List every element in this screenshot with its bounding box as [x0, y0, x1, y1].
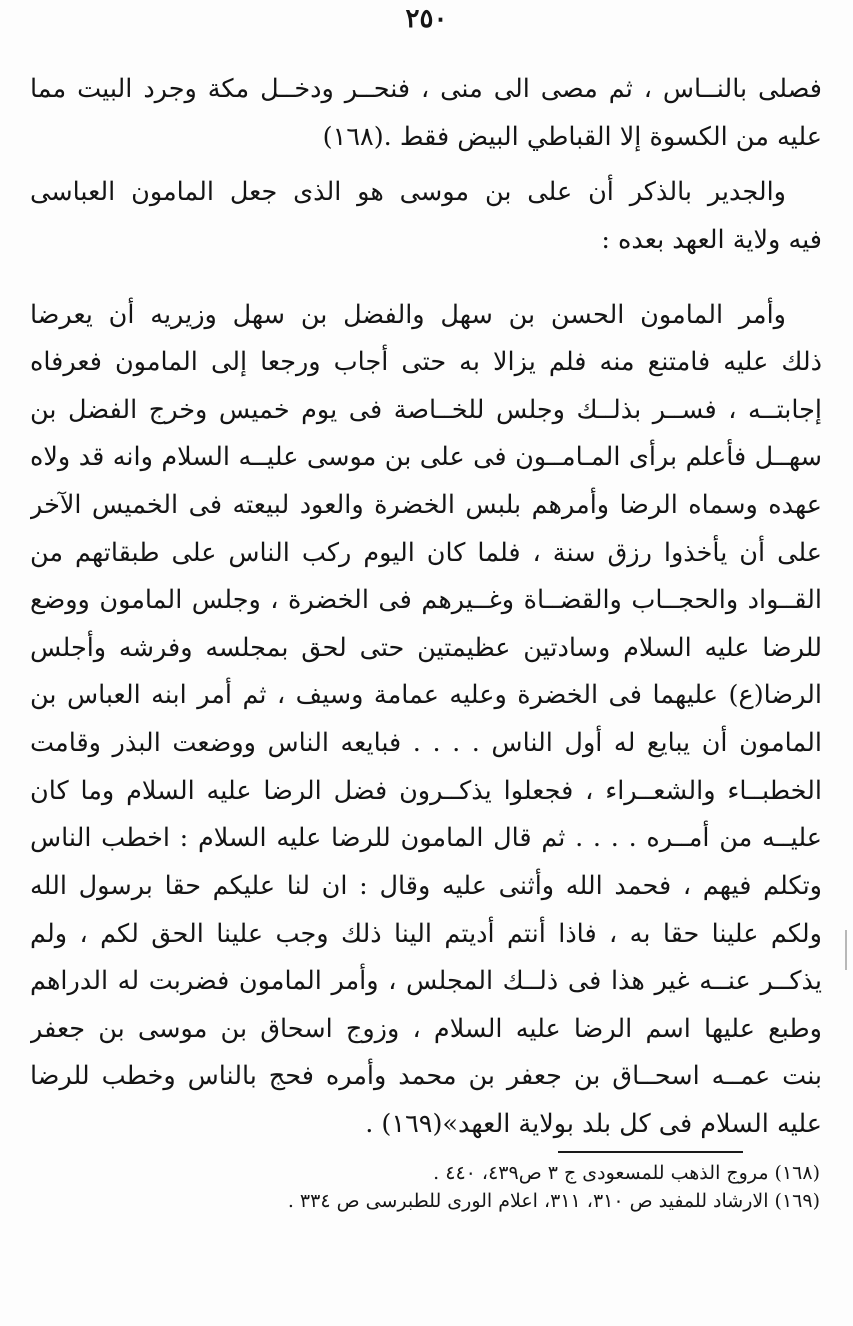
text-line: الخطبــاء والشعــراء ، فجعلوا يذكــرون فضل الرضا عليه السلام وما كان — [30, 775, 822, 806]
page-number: ٢٥٠ — [405, 4, 448, 34]
text-line: سهــل فأعلم برأى المـامــون فى على بن موسى عليــه السلام وانه قد ولاه — [30, 442, 822, 473]
text-line: إجابتــه ، فســر بذلــك وجلس للخــاصة فى يوم خميس وخرج الفضل بن — [30, 394, 822, 425]
text-line: يذكــر عنــه غير هذا فى ذلــك المجلس ، وأمر المامون فضربت له الدراهم — [30, 966, 822, 997]
text-line: ولكم علينا حقا به ، فاذا أنتم أديتم الينا ذلك وجب علينا الحق لكم ، ولم — [30, 918, 822, 949]
text-line: عليه السلام فى كل بلد بولاية العهد»(١٦٩) . — [365, 1109, 822, 1139]
text-line: وتكلم فيهم ، فحمد الله وأثنى عليه وقال : ان لنا عليكم حقا برسول الله — [30, 870, 822, 901]
text-line: عليــه من أمــره . . . . ثم قال المامون للرضا عليه السلام : اخطب الناس — [30, 823, 822, 854]
text-line: للرضا عليه السلام وسادتين عظيمتين حتى لحق بمجلسه وفرشه وأجلس — [30, 632, 822, 663]
margin-scan-mark — [845, 930, 847, 970]
footnote-separator — [558, 1151, 743, 1153]
text-line: على أن يأخذوا رزق سنة ، فلما كان اليوم ركب الناس على طبقاتهم من — [30, 537, 822, 568]
text-line: وأمر المامون الحسن بن سهل والفضل بن سهل وزيريه أن يعرضا — [30, 299, 786, 330]
text-line: فصلى بالنــاس ، ثم مصى الى منى ، فنحــر ودخــل مكة وجرد البيت مما — [30, 74, 822, 104]
text-line: فيه ولاية العهد بعده : — [601, 224, 822, 255]
text-line: بنت عمــه اسحــاق بن جعفر بن محمد وأمره فحج بالناس وخطب للرضا — [30, 1061, 822, 1092]
text-line: وطبع عليها اسم الرضا عليه السلام ، وزوج اسحاق بن موسى بن جعفر — [30, 1013, 822, 1044]
text-line: القــواد والحجــاب والقضــاة وغــيرهم فى الخضرة ، وجلس المامون ووضع — [30, 585, 822, 616]
text-line: عليه من الكسوة إلا القباطي البيض فقط .(١٦٨) — [322, 121, 822, 152]
text-line: الرضا(ع) عليهما فى الخضرة وعليه عمامة وسيف ، ثم أمر ابنه العباس بن — [30, 680, 822, 711]
text-line: عهده وسماه الرضا وأمرهم بلبس الخضرة والعود لبيعته فى الخميس الآخر — [30, 490, 822, 521]
footnote-168: (١٦٨) مروج الذهب للمسعودى ج ٣ ص٤٣٩، ٤٤٠ . — [433, 1162, 820, 1184]
footnote-169: (١٦٩) الارشاد للمفيد ص ٣١٠، ٣١١، اعلام الورى للطبرسى ص ٣٣٤ . — [287, 1190, 820, 1212]
text-line: والجدير بالذكر أن على بن موسى هو الذى جعل المامون العباسى — [30, 177, 786, 208]
text-line: ذلك عليه فامتنع منه فلم يزالا به حتى أجاب ورجعا إلى المامون فعرفاه — [30, 347, 822, 378]
text-line: المامون أن يبايع له أول الناس . . . . فبايعه الناس ووضعت البذر وقامت — [30, 728, 822, 759]
